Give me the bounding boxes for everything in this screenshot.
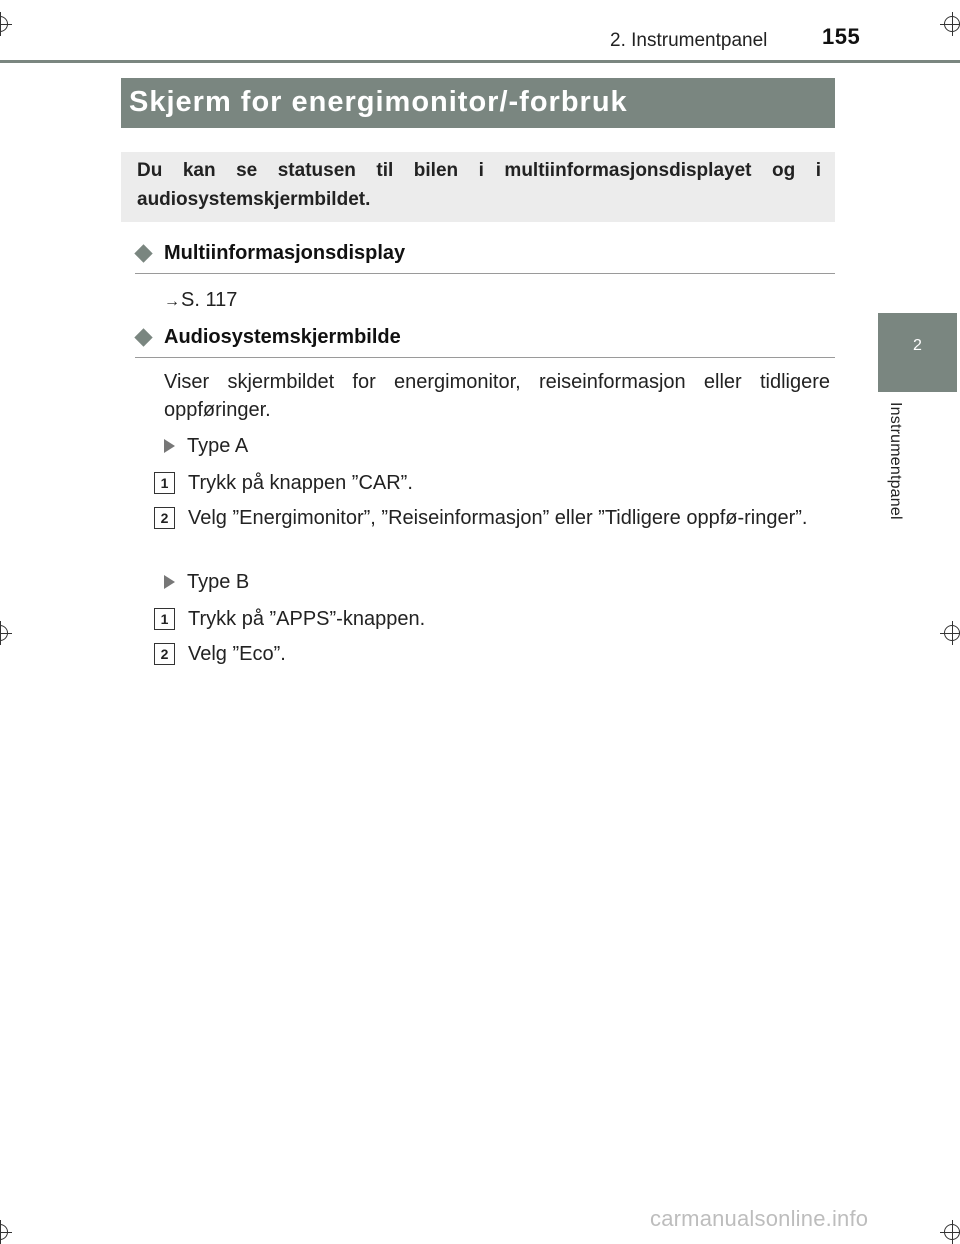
type-label-a: [164, 432, 248, 460]
triangle-bullet-icon: [164, 575, 175, 589]
watermark: carmanualsonline.info: [650, 1206, 869, 1231]
header-section-title: 2. Instrumentpanel: [610, 30, 768, 51]
chapter-tab: [878, 313, 957, 392]
registration-mark-icon: [0, 621, 12, 645]
step-text: Trykk på knappen ”CAR”.: [188, 472, 413, 494]
page-reference[interactable]: [164, 286, 237, 316]
step-number-badge: 1: [154, 472, 175, 494]
diamond-bullet-icon: [134, 328, 152, 346]
section-title: Multiinformasjonsdisplay: [164, 242, 406, 264]
page-title: Skjerm for energimonitor/-forbruk: [129, 86, 628, 118]
registration-mark-icon: [0, 1220, 12, 1244]
registration-mark-icon: [940, 1220, 960, 1244]
registration-mark-icon: [0, 12, 12, 36]
step-text: Velg ”Eco”.: [188, 643, 286, 665]
step-text: Velg ”Energimonitor”, ”Reiseinformasjon” eller ”Tidligere oppfø-ringer”.: [188, 507, 808, 529]
registration-mark-icon: [940, 621, 960, 645]
registration-mark-icon: [940, 12, 960, 36]
step-number-badge: 1: [154, 608, 175, 630]
page-number: 155: [822, 24, 861, 49]
triangle-bullet-icon: [164, 439, 175, 453]
header-divider: [0, 60, 960, 63]
step-number-badge: 2: [154, 643, 175, 665]
chapter-tab-number: 2: [913, 337, 922, 354]
arrow-right-icon: →: [164, 293, 180, 310]
intro-box: [121, 152, 835, 222]
page-title-bar: [121, 78, 835, 128]
chapter-tab-label: Instrumentpanel: [887, 402, 904, 520]
step-text: Trykk på ”APPS”-knappen.: [188, 608, 426, 630]
section-description: Viser skjermbildet for energimonitor, reiseinformasjon eller tidligere oppføringer.: [164, 371, 830, 421]
type-label-text: Type B: [187, 571, 250, 593]
section-header-multiinfo: [135, 243, 835, 274]
page-reference-text: S. 117: [181, 289, 238, 311]
type-label-b: [164, 568, 249, 596]
step-number-badge: 2: [154, 507, 175, 529]
intro-text: Du kan se statusen til bilen i multiinformasjonsdisplayet og i audiosystemskjermbildet.: [137, 160, 821, 210]
section-title: Audiosystemskjermbilde: [164, 326, 401, 348]
diamond-bullet-icon: [134, 244, 152, 262]
section-header-audio: [135, 327, 835, 358]
type-label-text: Type A: [187, 435, 249, 457]
